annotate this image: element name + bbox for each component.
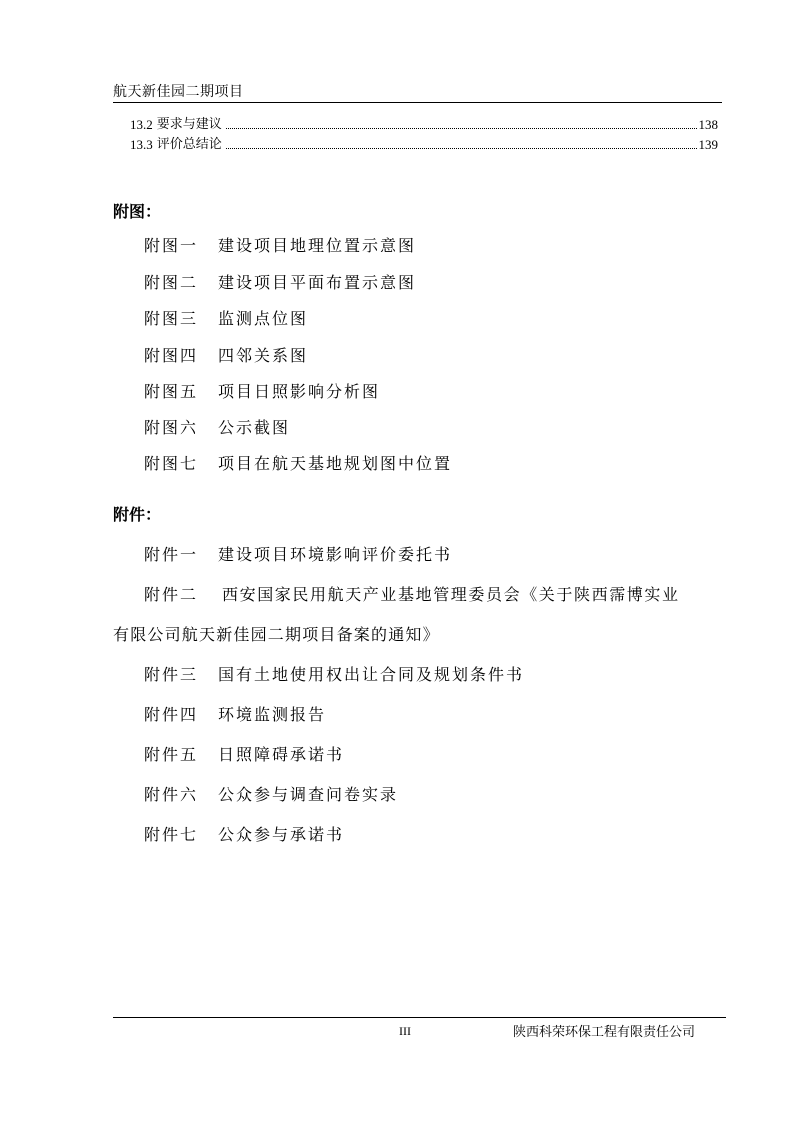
- footer-company: 陕西科荣环保工程有限责任公司: [513, 1025, 696, 1040]
- attachment-label: 附件一: [144, 545, 199, 564]
- figure-label: 附图六: [144, 418, 199, 437]
- figure-text: 建设项目平面布置示意图: [218, 273, 417, 292]
- page-number: III: [399, 1024, 411, 1038]
- figures-heading: 附图：: [113, 202, 162, 221]
- attachment-text: 西安国家民用航天产业基地管理委员会《关于陕西霈博实业: [222, 585, 680, 604]
- figure-item: [144, 233, 416, 256]
- figure-label: 附图四: [144, 346, 199, 365]
- attachment-label: 附件四: [144, 705, 199, 724]
- attachments-heading: 附件：: [113, 505, 162, 524]
- toc-number: 13.3: [130, 137, 153, 152]
- figure-text: 项目日照影响分析图: [218, 382, 381, 401]
- attachment-item: [144, 822, 344, 845]
- attachment-label: 附件二: [144, 585, 199, 604]
- toc-row[interactable]: [130, 135, 718, 153]
- toc-page: 138: [698, 117, 718, 132]
- figure-item: [144, 270, 416, 293]
- footer-divider: [113, 1017, 726, 1018]
- attachment-item: [144, 742, 344, 765]
- figure-item: [144, 379, 380, 402]
- attachment-text: 环境监测报告: [218, 705, 327, 724]
- figure-text: 四邻关系图: [218, 346, 309, 365]
- attachment-item: [144, 662, 524, 685]
- attachment-label: 附件六: [144, 785, 199, 804]
- figure-label: 附图三: [144, 309, 199, 328]
- toc-row[interactable]: [130, 115, 718, 133]
- attachment-label: 附件五: [144, 745, 199, 764]
- toc-page: 139: [698, 137, 718, 152]
- attachment-text: 日照障碍承诺书: [218, 745, 345, 764]
- figure-text: 公示截图: [218, 418, 291, 437]
- figure-label: 附图七: [144, 454, 199, 473]
- attachment-text: 国有土地使用权出让合同及规划条件书: [218, 665, 525, 684]
- header-divider: [113, 102, 722, 103]
- toc-title: 要求与建议: [156, 117, 222, 132]
- figure-item: [144, 343, 308, 366]
- attachment-text: 建设项目环境影响评价委托书: [218, 545, 453, 564]
- figure-label: 附图五: [144, 382, 199, 401]
- attachment-text: 公众参与调查问卷实录: [218, 785, 399, 804]
- figure-item: [144, 415, 290, 438]
- figure-text: 建设项目地理位置示意图: [218, 236, 417, 255]
- attachment-item: [144, 582, 724, 605]
- figure-text: 监测点位图: [218, 309, 309, 328]
- toc-leader: [226, 148, 697, 149]
- toc-leader: [226, 128, 697, 129]
- attachment-text: 公众参与承诺书: [218, 825, 345, 844]
- attachment-label: 附件七: [144, 825, 199, 844]
- figure-label: 附图一: [144, 236, 199, 255]
- attachment-text-continued: 有限公司航天新佳园二期项目备案的通知》: [113, 625, 440, 644]
- figure-label: 附图二: [144, 273, 199, 292]
- figure-item: [144, 451, 452, 474]
- attachment-item: [144, 782, 398, 805]
- attachment-item: [144, 542, 452, 565]
- figure-text: 项目在航天基地规划图中位置: [218, 454, 453, 473]
- toc-title: 评价总结论: [156, 137, 222, 152]
- header-title: 航天新佳园二期项目: [113, 84, 244, 100]
- toc-number: 13.2: [130, 117, 153, 132]
- attachment-label: 附件三: [144, 665, 199, 684]
- attachment-item: [144, 702, 326, 725]
- figure-item: [144, 306, 308, 329]
